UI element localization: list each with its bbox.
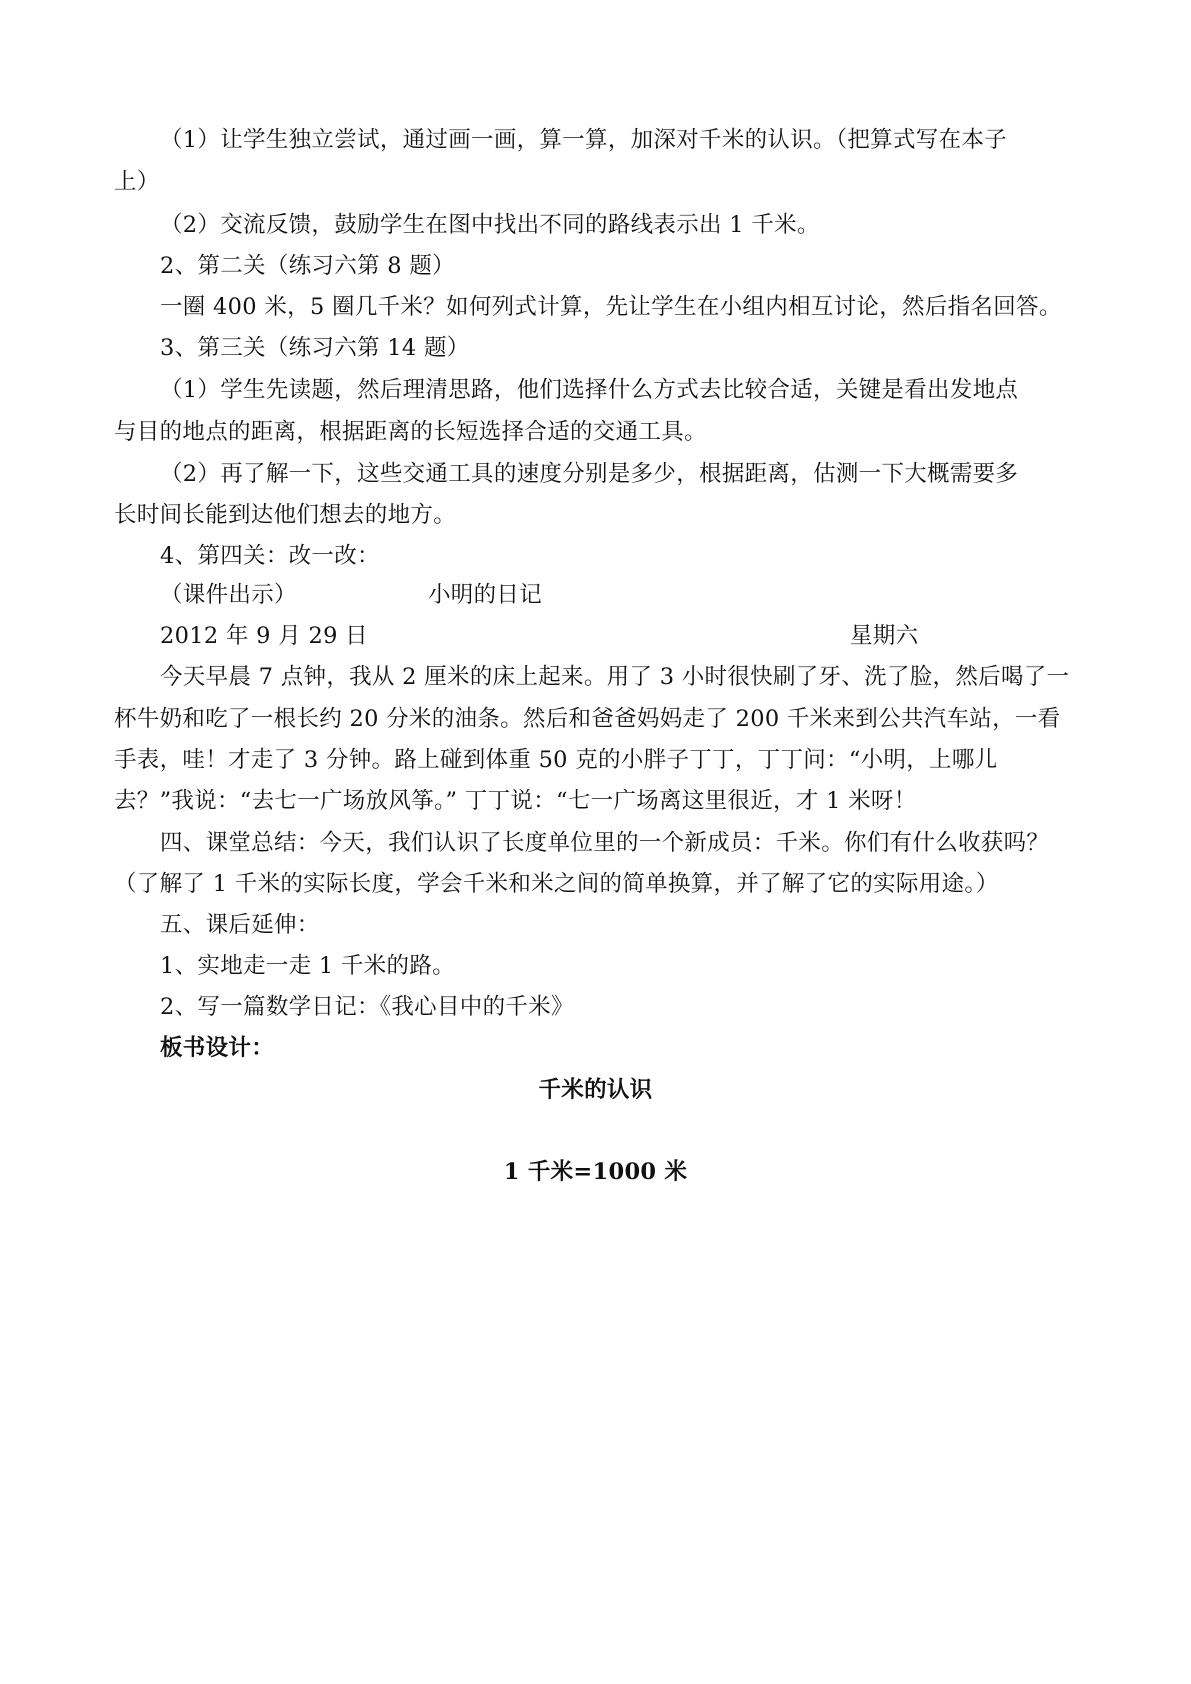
extension-item: 1、实地走一走 1 千米的路。	[160, 953, 455, 979]
diary-title: 小明的日记	[428, 582, 543, 608]
diary-line: 杯牛奶和吃了一根长约 20 分米的油条。然后和爸爸妈妈走了 200 千米来到公共汽车站，一看	[114, 706, 1061, 732]
summary-line: 四、课堂总结：今天，我们认识了长度单位里的一个新成员：千米。你们有什么收获吗？	[160, 830, 1050, 856]
section-heading: 2、第二关（练习六第 8 题）	[160, 253, 455, 279]
diary-line: 今天早晨 7 点钟，我从 2 厘米的床上起来。用了 3 小时很快刷了牙、洗了脸，然后喝了一	[160, 664, 1070, 690]
diary-date: 2012 年 9 月 29 日	[160, 623, 368, 649]
section-heading: 3、第三关（练习六第 14 题）	[160, 335, 470, 361]
paragraph-line: （1）学生先读题，然后理清思路，他们选择什么方式去比较合适，关键是看出发地点	[160, 377, 1019, 403]
paragraph-line: （1）让学生独立尝试，通过画一画，算一算，加深对千米的认识。（把算式写在本子	[160, 127, 1007, 153]
board-formula: 1 千米=1000 米	[503, 1159, 688, 1185]
courseware-line	[160, 580, 1077, 610]
diary-date-line	[160, 621, 1077, 651]
diary-line: 手表，哇！才走了 3 分钟。路上碰到体重 50 克的小胖子丁丁，丁丁问：“小明，上哪儿	[114, 747, 998, 773]
paragraph-line: 上）	[114, 169, 160, 195]
board-title: 千米的认识	[538, 1077, 653, 1103]
paragraph-line: 一圈 400 米，5 圈几千米？如何列式计算，先让学生在小组内相互讨论，然后指名回答。	[160, 294, 1062, 320]
extension-item: 2、写一篇数学日记：《我心目中的千米》	[160, 994, 574, 1020]
extension-heading: 五、课后延伸：	[160, 912, 320, 938]
courseware-label: （课件出示）	[160, 582, 297, 608]
paragraph-line: （2）再了解一下，这些交通工具的速度分别是多少，根据距离，估测一下大概需要多	[160, 461, 1019, 487]
diary-weekday: 星期六	[850, 623, 919, 649]
diary-line: 去？”我说：“去七一广场放风筝。” 丁丁说：“七一广场离这里很近，才 1 米呀！	[114, 788, 917, 814]
summary-line: （了解了 1 千米的实际长度，学会千米和米之间的简单换算，并了解了它的实际用途。）	[114, 871, 999, 897]
paragraph-line: 长时间长能到达他们想去的地方。	[114, 502, 457, 528]
paragraph-line: 与目的地点的距离，根据距离的长短选择合适的交通工具。	[114, 419, 707, 445]
board-heading: 板书设计：	[160, 1035, 275, 1061]
paragraph-line: （2）交流反馈，鼓励学生在图中找出不同的路线表示出 1 千米。	[160, 212, 820, 238]
section-heading: 4、第四关：改一改：	[160, 543, 380, 569]
